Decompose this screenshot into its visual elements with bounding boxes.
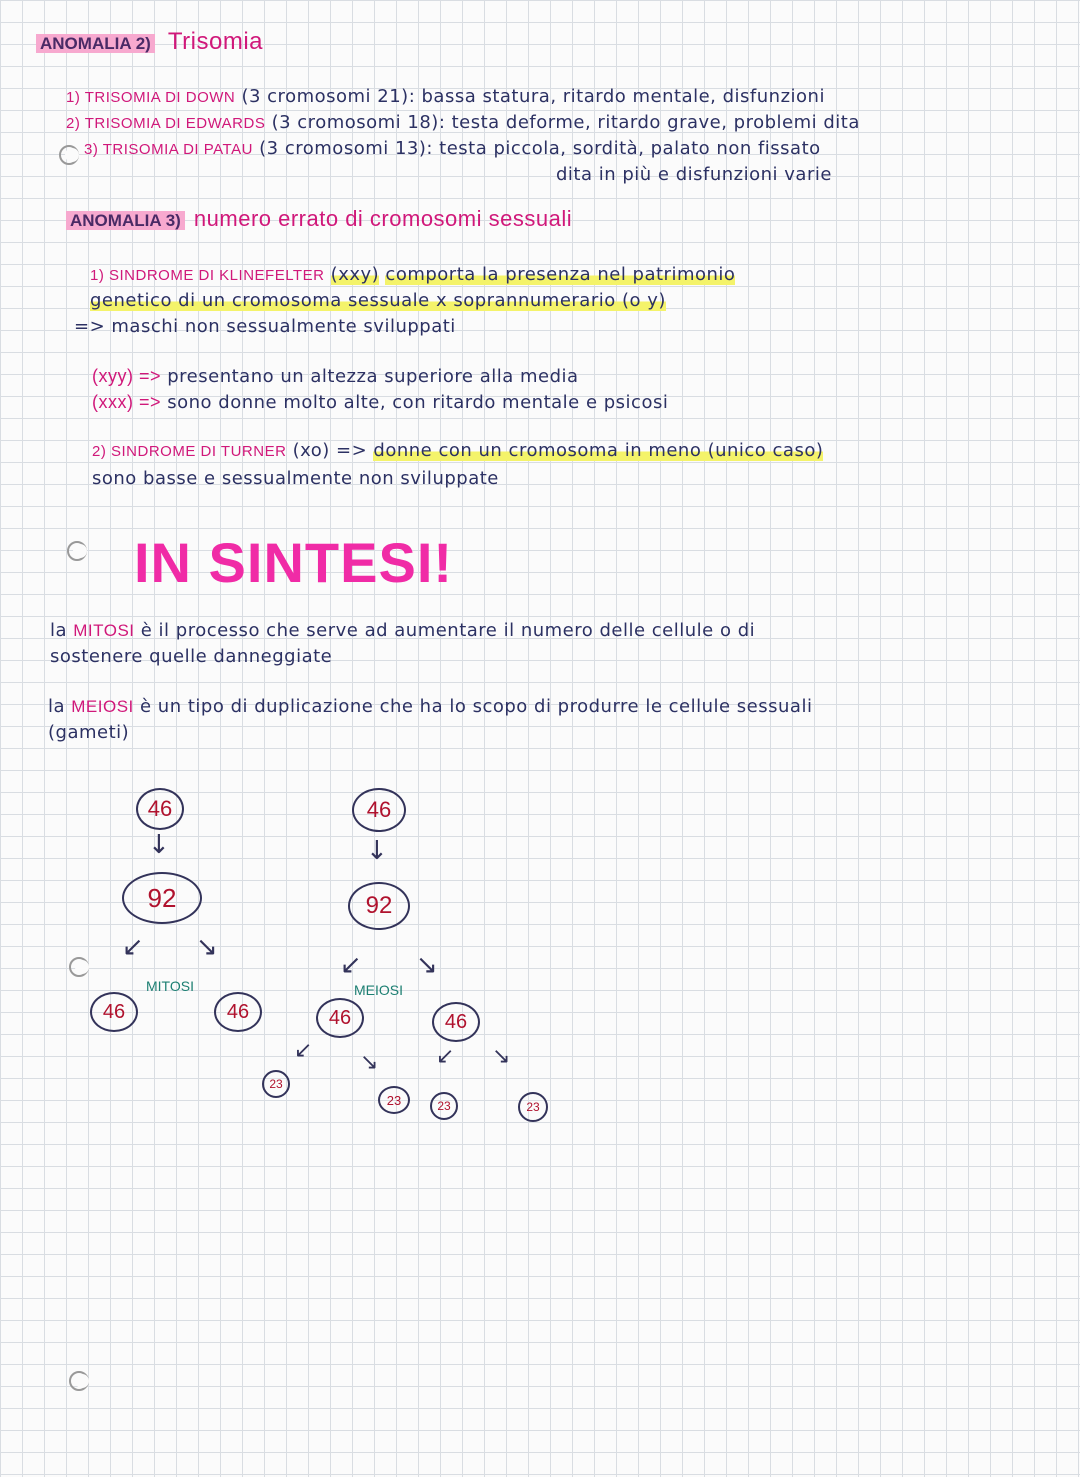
down-arrow-icon: ↓ [366,836,388,866]
punch-hole-mark [68,1370,90,1392]
section3-title: numero errato di cromosomi sessuali [193,206,573,231]
klinefelter-text2: genetico di un cromosoma sessuale x soprannumerario (o y) [90,290,666,311]
down-right-arrow-icon: ↘ [492,1044,511,1069]
section2-title: Trisomia [167,28,264,55]
down-left-arrow-icon: ↙ [294,1038,313,1063]
klinefelter-line2 [90,290,666,311]
down-right-arrow-icon: ↘ [360,1050,379,1075]
meiosi-duplicated-cell: 92 [348,882,410,930]
section3-label: ANOMALIA 3) [66,211,185,230]
xyy-line [92,366,579,387]
summary-meiosi-line2: (gameti) [48,722,130,743]
summary-meiosi-key: MEIOSI [71,697,134,716]
trisomy-item-down [66,86,825,107]
trisomy-text: (3 cromosomi 21): bassa statura, ritardo mentale, disfunzioni [241,86,825,107]
down-left-arrow-icon: ↙ [436,1044,455,1069]
trisomy-item-patau [84,138,821,159]
klinefelter-line1 [90,264,735,285]
mitosi-duplicated-cell: 92 [122,872,202,924]
summary-article: la [50,620,68,641]
turner-code: (xo) => [292,440,368,461]
section2-label: ANOMALIA 2) [36,34,155,53]
klinefelter-code: (xxy) [330,264,380,285]
gamete-cell: 23 [430,1092,458,1120]
meiosi-daughter-cell: 46 [432,1002,480,1042]
summary-mitosi-line2: sostenere quelle danneggiate [50,646,333,667]
trisomy-text: (3 cromosomi 13): testa piccola, sordità, palato non fissato [259,138,821,159]
meiosi-daughter-cell: 46 [316,998,364,1038]
down-left-arrow-icon: ↙ [340,950,362,980]
down-right-arrow-icon: ↘ [416,950,438,980]
punch-hole-mark [68,956,90,978]
punch-hole-mark [58,144,80,166]
summary-heading: IN SINTESI! [134,531,454,594]
summary-mitosi-key: MITOSI [73,621,135,640]
gamete-cell: 23 [262,1070,290,1098]
down-right-arrow-icon: ↘ [196,932,218,962]
trisomy-name: 1) TRISOMIA DI DOWN [66,89,236,106]
summary-mitosi-line1 [50,620,755,641]
mitosi-parent-cell: 46 [136,788,184,830]
summary-article: la [48,696,66,717]
section2-heading [36,28,263,56]
down-arrow-icon: ↓ [148,830,170,860]
summary-meiosi-line1 [48,696,812,717]
down-left-arrow-icon: ↙ [122,932,144,962]
gamete-cell: 23 [378,1086,410,1114]
punch-hole-mark [66,540,88,562]
mitosi-daughter-cell: 46 [214,992,262,1032]
klinefelter-name: 1) SINDROME DI KLINEFELTER [90,267,325,284]
xyy-code: (xyy) => [92,366,162,386]
xxx-line [92,392,668,413]
trisomy-continuation: dita in più e disfunzioni varie [556,164,832,185]
section3-heading [66,206,572,232]
turner-name: 2) SINDROME DI TURNER [92,443,287,460]
trisomy-text: (3 cromosomi 18): testa deforme, ritardo grave, problemi dita [271,112,860,133]
klinefelter-line3: => maschi non sessualmente sviluppati [74,316,456,337]
xyy-text: presentano un altezza superiore alla media [167,366,579,387]
mitosi-daughter-cell: 46 [90,992,138,1032]
trisomy-name: 3) TRISOMIA DI PATAU [84,141,253,158]
summary-meiosi-text: è un tipo di duplicazione che ha lo scopo di produrre le cellule sessuali [140,696,813,717]
turner-line2: sono basse e sessualmente non sviluppate [92,468,499,489]
trisomy-item-edwards [66,112,860,133]
mitosi-label: MITOSI [146,978,194,994]
meiosi-label: MEIOSI [354,982,404,998]
klinefelter-text1: comporta la presenza nel patrimonio [385,264,736,285]
turner-line1 [92,440,823,461]
xxx-code: (xxx) => [92,392,162,412]
meiosi-parent-cell: 46 [352,788,406,832]
gamete-cell: 23 [518,1092,548,1122]
summary-mitosi-text: è il processo che serve ad aumentare il numero delle cellule o di [140,620,756,641]
xxx-text: sono donne molto alte, con ritardo mentale e psicosi [167,392,669,413]
turner-text1: donne con un cromosoma in meno (unico caso) [373,440,824,461]
trisomy-name: 2) TRISOMIA DI EDWARDS [66,115,266,132]
